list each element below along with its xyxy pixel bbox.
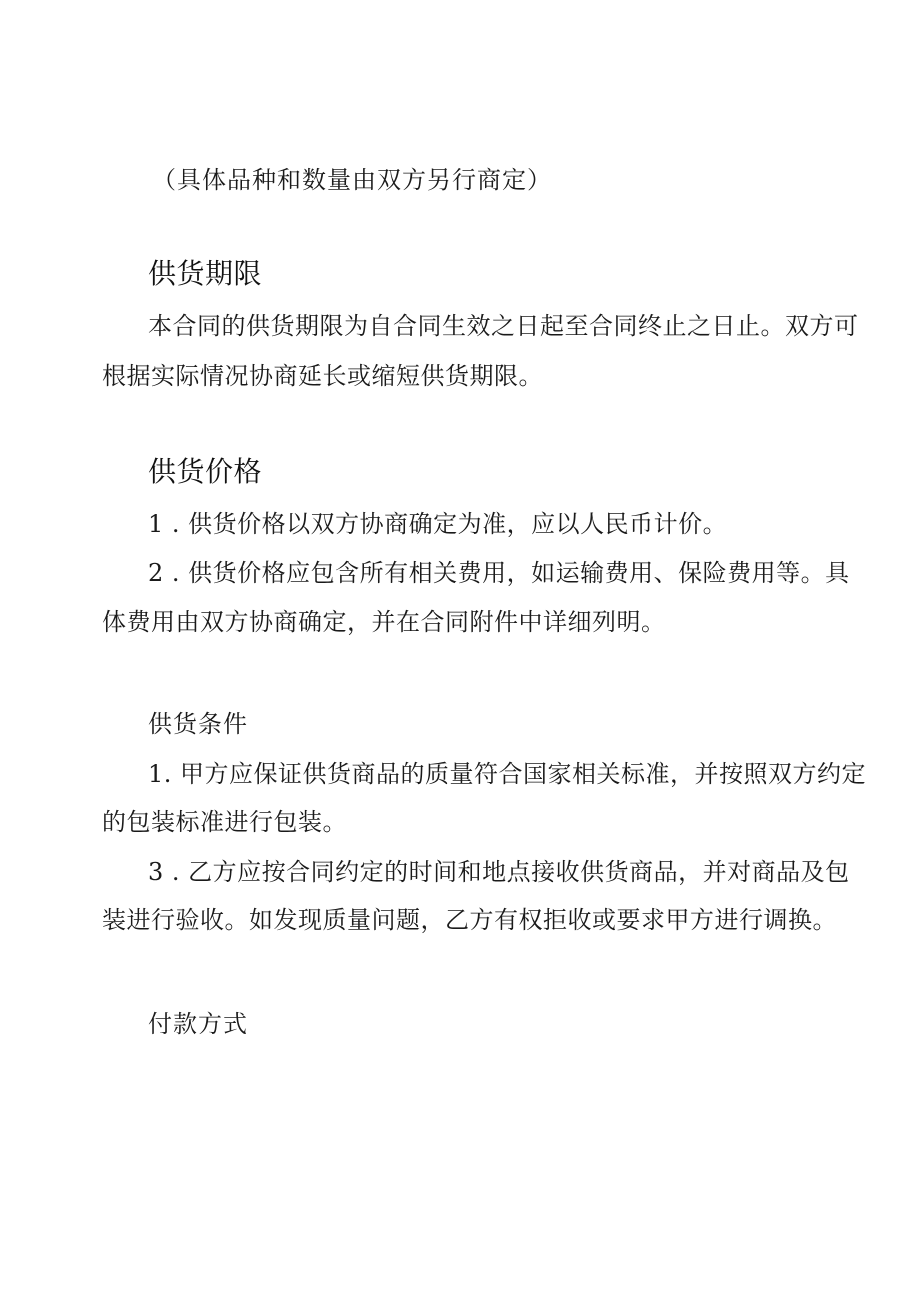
section-heading-period: 供货期限 <box>148 257 263 290</box>
conditions-item-3-line-2: 装进行验收。如发现质量问题，乙方有权拒收或要求甲方进行调换。 <box>102 906 837 934</box>
price-item-2-line-1: 2 . 供货价格应包含所有相关费用，如运输费用、保险费用等。具 <box>148 559 850 587</box>
period-paragraph-line-2: 根据实际情况协商延长或缩短供货期限。 <box>102 362 543 390</box>
conditions-item-3-line-1: 3 . 乙方应按合同约定的时间和地点接收供货商品，并对商品及包 <box>148 858 850 886</box>
price-item-2-line-2: 体费用由双方协商确定，并在合同附件中详细列明。 <box>102 608 666 636</box>
price-item-1: 1 . 供货价格以双方协商确定为准，应以人民币计价。 <box>148 510 728 538</box>
section-heading-payment: 付款方式 <box>148 1010 248 1038</box>
period-paragraph-line-1: 本合同的供货期限为自合同生效之日起至合同终止之日止。双方可 <box>148 312 859 340</box>
section-heading-conditions: 供货条件 <box>148 710 248 738</box>
conditions-item-1-line-2: 的包装标准进行包装。 <box>102 808 347 836</box>
section-heading-price: 供货价格 <box>148 455 263 488</box>
quantity-note: （具体品种和数量由双方另行商定） <box>152 166 552 194</box>
conditions-item-1-line-1: 1. 甲方应保证供货商品的质量符合国家相关标准，并按照双方约定 <box>148 760 867 788</box>
